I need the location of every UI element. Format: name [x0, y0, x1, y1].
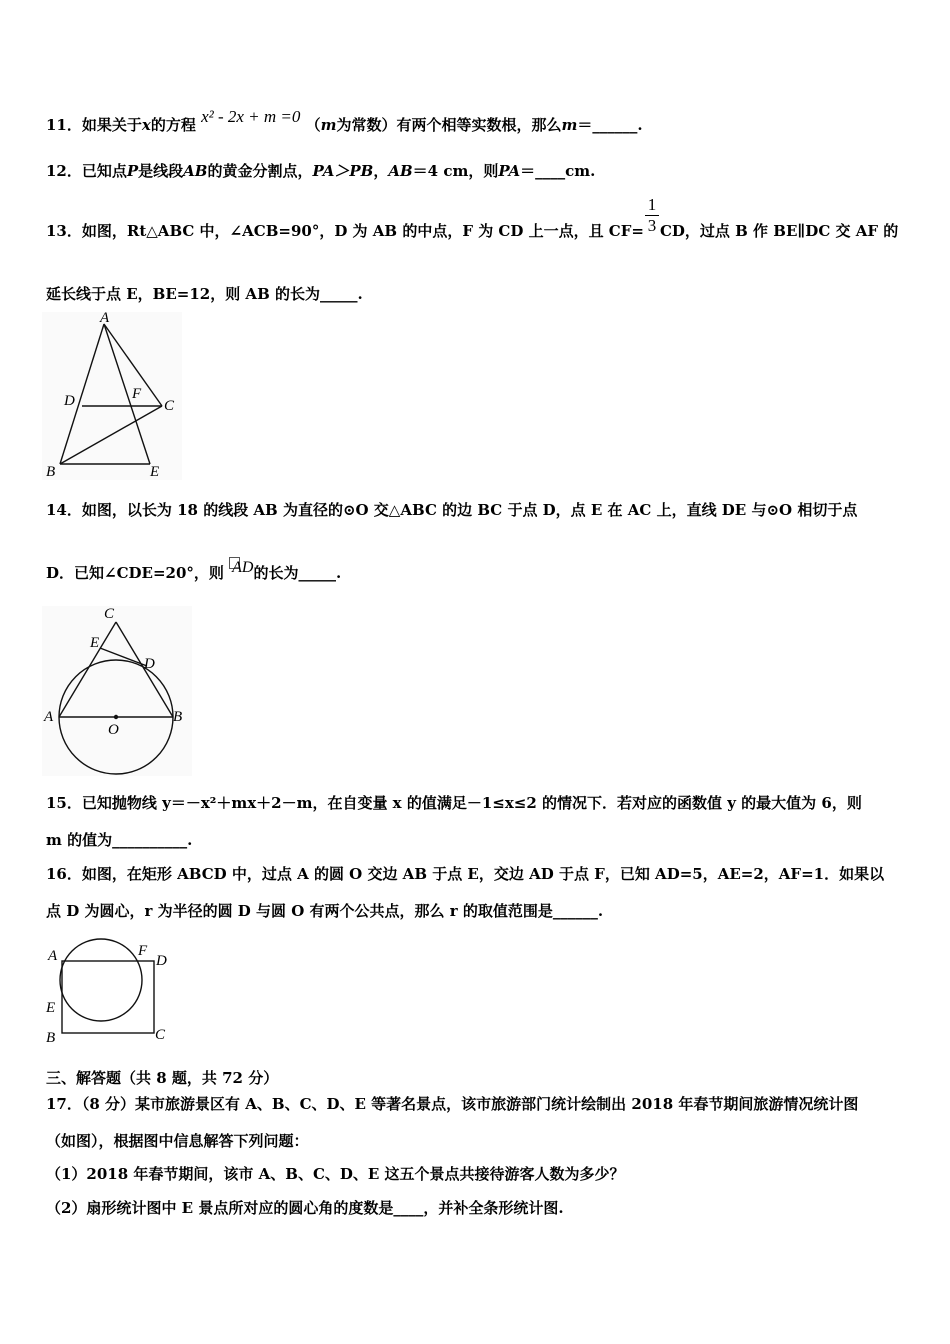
q14-line2-b: 的长为_____. — [253, 564, 342, 582]
q11-var-m: m — [320, 116, 337, 134]
q12-t3: ， — [373, 162, 389, 180]
question-14-line1: 14．如图，以长为 18 的线段 AB 为直径的⊙O 交△ABC 的边 BC 于点 D，点 E 在 AC 上，直线 DE 与⊙O 相切于点 — [46, 501, 858, 519]
label-d: D — [156, 953, 167, 969]
q12-pa-gt-pb: PA＞PB — [312, 162, 374, 180]
question-16-line1: 16．如图，在矩形 ABCD 中，过点 A 的圆 O 交边 AB 于点 E，交边 AD 于点 F，已知 AD=5，AE=2，AF=1．如果以 — [46, 865, 885, 883]
label-b: B — [46, 1030, 56, 1046]
q11-equation: x² - 2x + m =0 — [201, 107, 301, 126]
q13-frac-denominator: 3 — [647, 216, 657, 235]
label-c: C — [155, 1027, 166, 1043]
label-c: C — [164, 398, 175, 414]
q12-t5: ＝____cm. — [520, 162, 596, 180]
q12-t2: 的黄金分割点， — [207, 162, 313, 180]
q12-ab: AB — [183, 162, 208, 180]
label-f: F — [138, 943, 148, 959]
q12-prefix: 12．已知点 — [46, 162, 127, 180]
question-17-line4: （2）扇形统计图中 E 景点所对应的圆心角的度数是____，并补全条形统计图. — [46, 1199, 564, 1217]
question-17-line1: 17．（8 分）某市旅游景区有 A、B、C、D、E 等著名景点，该市旅游部门统计绘制出 2018 年春节期间旅游情况统计图 — [46, 1095, 859, 1113]
label-a: A — [44, 709, 54, 725]
question-17-line3: （1）2018 年春节期间，该市 A、B、C、D、E 这五个景点共接待游客人数为多少？ — [46, 1165, 625, 1183]
q14-line2-a: D．已知∠CDE=20°，则 — [46, 564, 224, 582]
label-e: E — [150, 464, 160, 480]
q13-frac-numerator: 1 — [647, 195, 657, 214]
q11-mid: 的方程 — [150, 116, 196, 134]
question-14-line2 — [46, 559, 342, 584]
label-a: A — [48, 948, 58, 964]
q14-arc-ad — [229, 559, 253, 576]
question-12 — [46, 161, 595, 181]
label-e: E — [46, 1000, 56, 1016]
q13-figure — [40, 310, 185, 482]
q12-t4: ＝4 cm，则 — [412, 162, 499, 180]
question-15-line2: m 的值为__________. — [46, 831, 193, 849]
q11-var-x: x — [141, 116, 151, 134]
q11-paren-open: （ — [305, 116, 321, 134]
label-b: B — [46, 464, 56, 480]
label-a: A — [100, 310, 110, 326]
section-3-heading: 三、解答题（共 8 题，共 72 分） — [46, 1069, 279, 1087]
q13-line1-text: 13．如图，Rt△ABC 中，∠ACB=90°，D 为 AB 的中点，F 为 CD 上一点，且 CF= — [46, 222, 644, 240]
question-16-line2: 点 D 为圆心，r 为半径的圆 D 与圆 O 有两个公共点，那么 r 的取值范围是______. — [46, 902, 604, 920]
q14-figure — [40, 604, 195, 778]
question-11 — [46, 107, 643, 135]
label-d: D — [64, 393, 75, 409]
q11-paren-rest: 为常数）有两个相等实数根，那么 — [336, 116, 562, 134]
q11-suffix: ＝______. — [577, 116, 643, 134]
question-15-line1: 15．已知抛物线 y＝－x²＋mx＋2－m，在自变量 x 的值满足－1≤x≤2 的情况下．若对应的函数值 y 的最大值为 6，则 — [46, 794, 862, 812]
q12-pa: PA — [498, 162, 521, 180]
q12-p: P — [126, 162, 139, 180]
label-e: E — [90, 635, 100, 651]
circle-o — [60, 939, 142, 1021]
question-17-line2: （如图），根据图中信息解答下列问题： — [46, 1132, 309, 1150]
label-d: D — [144, 656, 155, 672]
q13-fraction — [645, 196, 659, 235]
q11-var-m2: m — [561, 116, 578, 134]
rectangle-abcd — [62, 961, 154, 1033]
label-c: C — [104, 606, 115, 622]
question-13-line1 — [46, 221, 898, 241]
label-b: B — [173, 709, 183, 725]
q13-line1-end: CD，过点 B 作 BE∥DC 交 AF 的 — [659, 222, 899, 240]
question-13-line2: 延长线于点 E，BE=12，则 AB 的长为_____. — [46, 285, 363, 303]
center-o-dot — [114, 715, 118, 719]
q14-arc-text: AD — [232, 559, 254, 576]
q12-ab2: AB — [388, 162, 413, 180]
q12-t1: 是线段 — [138, 162, 184, 180]
q16-figure — [40, 934, 180, 1046]
label-f: F — [132, 386, 142, 402]
q11-prefix: 11．如果关于 — [46, 116, 142, 134]
label-o: O — [108, 722, 119, 738]
